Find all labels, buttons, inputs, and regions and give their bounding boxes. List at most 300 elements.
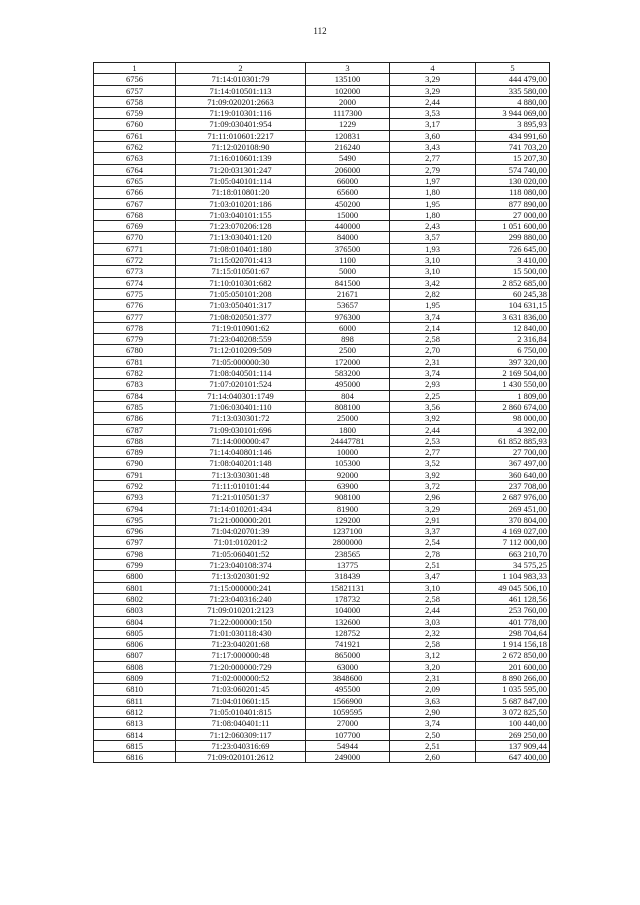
- rate-cell: 2,32: [390, 627, 476, 638]
- rate-cell: 3,29: [390, 85, 476, 96]
- value-cell: 647 400,00: [476, 752, 550, 763]
- value-cell: 1 051 600,00: [476, 221, 550, 232]
- value-cell: 3 072 825,50: [476, 706, 550, 717]
- value-cell: 401 778,00: [476, 616, 550, 627]
- value-cell: 335 580,00: [476, 85, 550, 96]
- value-cell: 137 909,44: [476, 740, 550, 751]
- area-cell: 81900: [306, 503, 390, 514]
- cadastral-number-cell: 71:20:000000:729: [176, 661, 306, 672]
- area-cell: 53657: [306, 300, 390, 311]
- column-header: 4: [390, 63, 476, 74]
- table-row: [94, 130, 550, 141]
- cadastral-number-cell: 71:04:020701:39: [176, 526, 306, 537]
- rate-cell: 2,51: [390, 740, 476, 751]
- value-cell: 100 440,00: [476, 718, 550, 729]
- cadastral-number-cell: 71:19:010301:116: [176, 108, 306, 119]
- value-cell: 2 860 674,00: [476, 401, 550, 412]
- area-cell: 128752: [306, 627, 390, 638]
- table-row: [94, 175, 550, 186]
- rate-cell: 3,17: [390, 119, 476, 130]
- table-row: [94, 605, 550, 616]
- rate-cell: 3,63: [390, 695, 476, 706]
- row-number-cell: 6804: [94, 616, 176, 627]
- area-cell: 172000: [306, 356, 390, 367]
- value-cell: 3 944 069,00: [476, 108, 550, 119]
- cadastral-number-cell: 71:14:040801:146: [176, 447, 306, 458]
- column-header: 5: [476, 63, 550, 74]
- area-cell: 1100: [306, 255, 390, 266]
- cadastral-number-cell: 71:19:010901:62: [176, 322, 306, 333]
- area-cell: 63900: [306, 480, 390, 491]
- row-number-cell: 6786: [94, 413, 176, 424]
- row-number-cell: 6807: [94, 650, 176, 661]
- cadastral-number-cell: 71:23:040316:240: [176, 593, 306, 604]
- rate-cell: 3,53: [390, 108, 476, 119]
- value-cell: 61 852 885,93: [476, 435, 550, 446]
- area-cell: 105300: [306, 458, 390, 469]
- row-number-cell: 6785: [94, 401, 176, 412]
- row-number-cell: 6776: [94, 300, 176, 311]
- row-number-cell: 6810: [94, 684, 176, 695]
- value-cell: 104 631,15: [476, 300, 550, 311]
- value-cell: 2 672 850,00: [476, 650, 550, 661]
- table-row: [94, 96, 550, 107]
- rate-cell: 2,58: [390, 593, 476, 604]
- row-number-cell: 6790: [94, 458, 176, 469]
- rate-cell: 1,80: [390, 187, 476, 198]
- table-row: [94, 752, 550, 763]
- area-cell: 107700: [306, 729, 390, 740]
- cadastral-number-cell: 71:20:031301:247: [176, 164, 306, 175]
- value-cell: 201 600,00: [476, 661, 550, 672]
- area-cell: 865000: [306, 650, 390, 661]
- row-number-cell: 6815: [94, 740, 176, 751]
- cadastral-number-cell: 71:13:030401:120: [176, 232, 306, 243]
- rate-cell: 2,78: [390, 548, 476, 559]
- area-cell: 102000: [306, 85, 390, 96]
- area-cell: 318439: [306, 571, 390, 582]
- rate-cell: 3,56: [390, 401, 476, 412]
- table-row: [94, 695, 550, 706]
- value-cell: 1 914 156,18: [476, 639, 550, 650]
- cadastral-number-cell: 71:14:000000:47: [176, 435, 306, 446]
- row-number-cell: 6763: [94, 153, 176, 164]
- rate-cell: 2,44: [390, 96, 476, 107]
- value-cell: 726 645,00: [476, 243, 550, 254]
- value-cell: 130 020,00: [476, 175, 550, 186]
- cadastral-number-cell: 71:21:000000:201: [176, 514, 306, 525]
- cadastral-number-cell: 71:03:010201:186: [176, 198, 306, 209]
- row-number-cell: 6788: [94, 435, 176, 446]
- page-number: 112: [313, 26, 327, 36]
- area-cell: 1229: [306, 119, 390, 130]
- table-row: [94, 616, 550, 627]
- rate-cell: 3,72: [390, 480, 476, 491]
- cadastral-number-cell: 71:05:050101:208: [176, 288, 306, 299]
- rate-cell: 2,50: [390, 729, 476, 740]
- value-cell: 27 700,00: [476, 447, 550, 458]
- value-cell: 2 316,84: [476, 334, 550, 345]
- rate-cell: 3,60: [390, 130, 476, 141]
- value-cell: 269 250,00: [476, 729, 550, 740]
- row-number-cell: 6782: [94, 368, 176, 379]
- area-cell: 249000: [306, 752, 390, 763]
- cadastral-number-cell: 71:08:040401:11: [176, 718, 306, 729]
- row-number-cell: 6789: [94, 447, 176, 458]
- rate-cell: 2,31: [390, 356, 476, 367]
- value-cell: 4 880,00: [476, 96, 550, 107]
- area-cell: 741921: [306, 639, 390, 650]
- table-row: [94, 277, 550, 288]
- rate-cell: 3,74: [390, 311, 476, 322]
- rate-cell: 2,70: [390, 345, 476, 356]
- table-row: [94, 311, 550, 322]
- table-row: [94, 266, 550, 277]
- area-cell: 2500: [306, 345, 390, 356]
- row-number-cell: 6762: [94, 142, 176, 153]
- value-cell: 663 210,70: [476, 548, 550, 559]
- row-number-cell: 6756: [94, 74, 176, 85]
- cadastral-number-cell: 71:11:010601:2217: [176, 130, 306, 141]
- area-cell: 92000: [306, 469, 390, 480]
- rate-cell: 2,25: [390, 390, 476, 401]
- area-cell: 1800: [306, 424, 390, 435]
- value-cell: 27 000,00: [476, 209, 550, 220]
- area-cell: 21671: [306, 288, 390, 299]
- value-cell: 6 750,00: [476, 345, 550, 356]
- row-number-cell: 6793: [94, 492, 176, 503]
- row-number-cell: 6800: [94, 571, 176, 582]
- row-number-cell: 6787: [94, 424, 176, 435]
- row-number-cell: 6808: [94, 661, 176, 672]
- value-cell: 370 804,00: [476, 514, 550, 525]
- value-cell: 269 451,00: [476, 503, 550, 514]
- value-cell: 1 104 983,33: [476, 571, 550, 582]
- row-number-cell: 6813: [94, 718, 176, 729]
- rate-cell: 2,58: [390, 334, 476, 345]
- row-number-cell: 6798: [94, 548, 176, 559]
- area-cell: 129200: [306, 514, 390, 525]
- value-cell: 4 169 027,00: [476, 526, 550, 537]
- row-number-cell: 6812: [94, 706, 176, 717]
- area-cell: 841500: [306, 277, 390, 288]
- rate-cell: 3,10: [390, 255, 476, 266]
- table-row: [94, 74, 550, 85]
- cadastral-number-cell: 71:10:010301:682: [176, 277, 306, 288]
- column-header: 3: [306, 63, 390, 74]
- row-number-cell: 6774: [94, 277, 176, 288]
- cadastral-number-cell: 71:13:030301:48: [176, 469, 306, 480]
- area-cell: 808100: [306, 401, 390, 412]
- row-number-cell: 6802: [94, 593, 176, 604]
- area-cell: 206000: [306, 164, 390, 175]
- table-header-row: [94, 63, 550, 74]
- value-cell: 397 320,00: [476, 356, 550, 367]
- area-cell: 5000: [306, 266, 390, 277]
- row-number-cell: 6771: [94, 243, 176, 254]
- rate-cell: 2,58: [390, 639, 476, 650]
- row-number-cell: 6792: [94, 480, 176, 491]
- cadastral-number-cell: 71:09:020101:2612: [176, 752, 306, 763]
- area-cell: 908100: [306, 492, 390, 503]
- value-cell: 2 852 685,00: [476, 277, 550, 288]
- area-cell: 2800000: [306, 537, 390, 548]
- cadastral-number-cell: 71:02:000000:52: [176, 673, 306, 684]
- rate-cell: 2,96: [390, 492, 476, 503]
- row-number-cell: 6773: [94, 266, 176, 277]
- rate-cell: 3,92: [390, 469, 476, 480]
- table-row: [94, 334, 550, 345]
- table-row: [94, 639, 550, 650]
- row-number-cell: 6797: [94, 537, 176, 548]
- table-row: [94, 650, 550, 661]
- row-number-cell: 6816: [94, 752, 176, 763]
- table-row: [94, 706, 550, 717]
- table-body: [94, 74, 550, 763]
- area-cell: 450200: [306, 198, 390, 209]
- table-row: [94, 164, 550, 175]
- row-number-cell: 6772: [94, 255, 176, 266]
- cadastral-number-cell: 71:23:040316:69: [176, 740, 306, 751]
- value-cell: 434 991,60: [476, 130, 550, 141]
- rate-cell: 3,57: [390, 232, 476, 243]
- row-number-cell: 6777: [94, 311, 176, 322]
- rate-cell: 2,77: [390, 447, 476, 458]
- table-row: [94, 582, 550, 593]
- value-cell: 2 687 976,00: [476, 492, 550, 503]
- area-cell: 66000: [306, 175, 390, 186]
- table-row: [94, 469, 550, 480]
- cadastral-number-cell: 71:05:060401:52: [176, 548, 306, 559]
- rate-cell: 1,95: [390, 300, 476, 311]
- rate-cell: 2,51: [390, 560, 476, 571]
- value-cell: 1 035 595,00: [476, 684, 550, 695]
- cadastral-number-cell: 71:01:030118:430: [176, 627, 306, 638]
- value-cell: 461 128,56: [476, 593, 550, 604]
- table-row: [94, 142, 550, 153]
- column-header: 2: [176, 63, 306, 74]
- rate-cell: 3,47: [390, 571, 476, 582]
- value-cell: 12 840,00: [476, 322, 550, 333]
- table-row: [94, 548, 550, 559]
- cadastral-number-cell: 71:14:010301:79: [176, 74, 306, 85]
- value-cell: 444 479,00: [476, 74, 550, 85]
- column-header: 1: [94, 63, 176, 74]
- value-cell: 367 497,00: [476, 458, 550, 469]
- table-row: [94, 424, 550, 435]
- value-cell: 15 500,00: [476, 266, 550, 277]
- table-row: [94, 718, 550, 729]
- row-number-cell: 6806: [94, 639, 176, 650]
- table-row: [94, 684, 550, 695]
- cadastral-number-cell: 71:07:020101:524: [176, 379, 306, 390]
- cadastral-number-cell: 71:01:010201:2: [176, 537, 306, 548]
- cadastral-number-cell: 71:22:000000:150: [176, 616, 306, 627]
- cadastral-number-cell: 71:23:040201:68: [176, 639, 306, 650]
- table-row: [94, 209, 550, 220]
- area-cell: 238565: [306, 548, 390, 559]
- row-number-cell: 6781: [94, 356, 176, 367]
- cadastral-number-cell: 71:08:040501:114: [176, 368, 306, 379]
- value-cell: 60 245,38: [476, 288, 550, 299]
- cadastral-number-cell: 71:15:000000:241: [176, 582, 306, 593]
- rate-cell: 3,43: [390, 142, 476, 153]
- area-cell: 1059595: [306, 706, 390, 717]
- area-cell: 24447781: [306, 435, 390, 446]
- row-number-cell: 6814: [94, 729, 176, 740]
- area-cell: 65600: [306, 187, 390, 198]
- table-row: [94, 401, 550, 412]
- value-cell: 237 708,00: [476, 480, 550, 491]
- value-cell: 253 760,00: [476, 605, 550, 616]
- rate-cell: 2,43: [390, 221, 476, 232]
- row-number-cell: 6775: [94, 288, 176, 299]
- area-cell: 6000: [306, 322, 390, 333]
- cadastral-number-cell: 71:05:000000:30: [176, 356, 306, 367]
- cadastral-number-cell: 71:12:060309:117: [176, 729, 306, 740]
- area-cell: 25000: [306, 413, 390, 424]
- table-row: [94, 661, 550, 672]
- row-number-cell: 6805: [94, 627, 176, 638]
- area-cell: 495500: [306, 684, 390, 695]
- cadastral-number-cell: 71:09:010201:2123: [176, 605, 306, 616]
- area-cell: 898: [306, 334, 390, 345]
- area-cell: 15000: [306, 209, 390, 220]
- cadastral-number-cell: 71:11:010101:44: [176, 480, 306, 491]
- value-cell: 1 430 550,00: [476, 379, 550, 390]
- area-cell: 440000: [306, 221, 390, 232]
- table-row: [94, 153, 550, 164]
- value-cell: 7 112 000,00: [476, 537, 550, 548]
- row-number-cell: 6764: [94, 164, 176, 175]
- area-cell: 54944: [306, 740, 390, 751]
- cadastral-number-cell: 71:13:030301:72: [176, 413, 306, 424]
- value-cell: 360 640,00: [476, 469, 550, 480]
- area-cell: 178732: [306, 593, 390, 604]
- rate-cell: 2,14: [390, 322, 476, 333]
- row-number-cell: 6794: [94, 503, 176, 514]
- table-row: [94, 243, 550, 254]
- table-row: [94, 593, 550, 604]
- cadastral-number-cell: 71:14:040301:1749: [176, 390, 306, 401]
- value-cell: 15 207,30: [476, 153, 550, 164]
- table-row: [94, 492, 550, 503]
- table-row: [94, 729, 550, 740]
- table-row: [94, 119, 550, 130]
- row-number-cell: 6803: [94, 605, 176, 616]
- cadastral-number-cell: 71:13:020301:92: [176, 571, 306, 582]
- cadastral-number-cell: 71:23:070206:128: [176, 221, 306, 232]
- value-cell: 574 740,00: [476, 164, 550, 175]
- row-number-cell: 6765: [94, 175, 176, 186]
- cadastral-number-cell: 71:15:010501:67: [176, 266, 306, 277]
- cadastral-number-cell: 71:18:010801:20: [176, 187, 306, 198]
- row-number-cell: 6768: [94, 209, 176, 220]
- cadastral-number-cell: 71:05:010401:815: [176, 706, 306, 717]
- area-cell: 135100: [306, 74, 390, 85]
- row-number-cell: 6809: [94, 673, 176, 684]
- cadastral-number-cell: 71:03:060201:45: [176, 684, 306, 695]
- rate-cell: 2,93: [390, 379, 476, 390]
- area-cell: 120831: [306, 130, 390, 141]
- rate-cell: 1,80: [390, 209, 476, 220]
- area-cell: 1117300: [306, 108, 390, 119]
- cadastral-number-cell: 71:09:020201:2663: [176, 96, 306, 107]
- rate-cell: 2,77: [390, 153, 476, 164]
- cadastral-number-cell: 71:16:010601:139: [176, 153, 306, 164]
- cadastral-number-cell: 71:05:040101:114: [176, 175, 306, 186]
- cadastral-number-cell: 71:04:010601:15: [176, 695, 306, 706]
- rate-cell: 2,44: [390, 605, 476, 616]
- table-row: [94, 198, 550, 209]
- area-cell: 216240: [306, 142, 390, 153]
- cadastral-number-cell: 71:06:030401:110: [176, 401, 306, 412]
- row-number-cell: 6761: [94, 130, 176, 141]
- row-number-cell: 6758: [94, 96, 176, 107]
- table-row: [94, 413, 550, 424]
- cadastral-number-cell: 71:14:010201:434: [176, 503, 306, 514]
- table-row: [94, 435, 550, 446]
- area-cell: 495000: [306, 379, 390, 390]
- value-cell: 98 000,00: [476, 413, 550, 424]
- cadastral-number-cell: 71:08:020501:377: [176, 311, 306, 322]
- rate-cell: 2,09: [390, 684, 476, 695]
- area-cell: 10000: [306, 447, 390, 458]
- rate-cell: 3,03: [390, 616, 476, 627]
- area-cell: 2000: [306, 96, 390, 107]
- value-cell: 49 045 506,10: [476, 582, 550, 593]
- value-cell: 4 392,00: [476, 424, 550, 435]
- table-row: [94, 356, 550, 367]
- cadastral-number-cell: 71:12:020108:90: [176, 142, 306, 153]
- table-row: [94, 379, 550, 390]
- table-row: [94, 503, 550, 514]
- rate-cell: 3,20: [390, 661, 476, 672]
- value-cell: 298 704,64: [476, 627, 550, 638]
- area-cell: 13775: [306, 560, 390, 571]
- row-number-cell: 6770: [94, 232, 176, 243]
- row-number-cell: 6769: [94, 221, 176, 232]
- table-row: [94, 571, 550, 582]
- rate-cell: 2,54: [390, 537, 476, 548]
- table-row: [94, 288, 550, 299]
- value-cell: 8 890 266,00: [476, 673, 550, 684]
- rate-cell: 3,42: [390, 277, 476, 288]
- row-number-cell: 6778: [94, 322, 176, 333]
- table-row: [94, 447, 550, 458]
- row-number-cell: 6801: [94, 582, 176, 593]
- cadastral-number-cell: 71:03:050401:317: [176, 300, 306, 311]
- rate-cell: 3,37: [390, 526, 476, 537]
- row-number-cell: 6767: [94, 198, 176, 209]
- cadastral-number-cell: 71:09:030101:696: [176, 424, 306, 435]
- area-cell: 104000: [306, 605, 390, 616]
- rate-cell: 3,10: [390, 266, 476, 277]
- row-number-cell: 6760: [94, 119, 176, 130]
- value-cell: 118 080,00: [476, 187, 550, 198]
- table-row: [94, 560, 550, 571]
- table-row: [94, 368, 550, 379]
- rate-cell: 3,29: [390, 74, 476, 85]
- value-cell: 2 169 504,00: [476, 368, 550, 379]
- area-cell: 63000: [306, 661, 390, 672]
- row-number-cell: 6796: [94, 526, 176, 537]
- area-cell: 27000: [306, 718, 390, 729]
- area-cell: 976300: [306, 311, 390, 322]
- row-number-cell: 6766: [94, 187, 176, 198]
- table-row: [94, 85, 550, 96]
- value-cell: 877 890,00: [476, 198, 550, 209]
